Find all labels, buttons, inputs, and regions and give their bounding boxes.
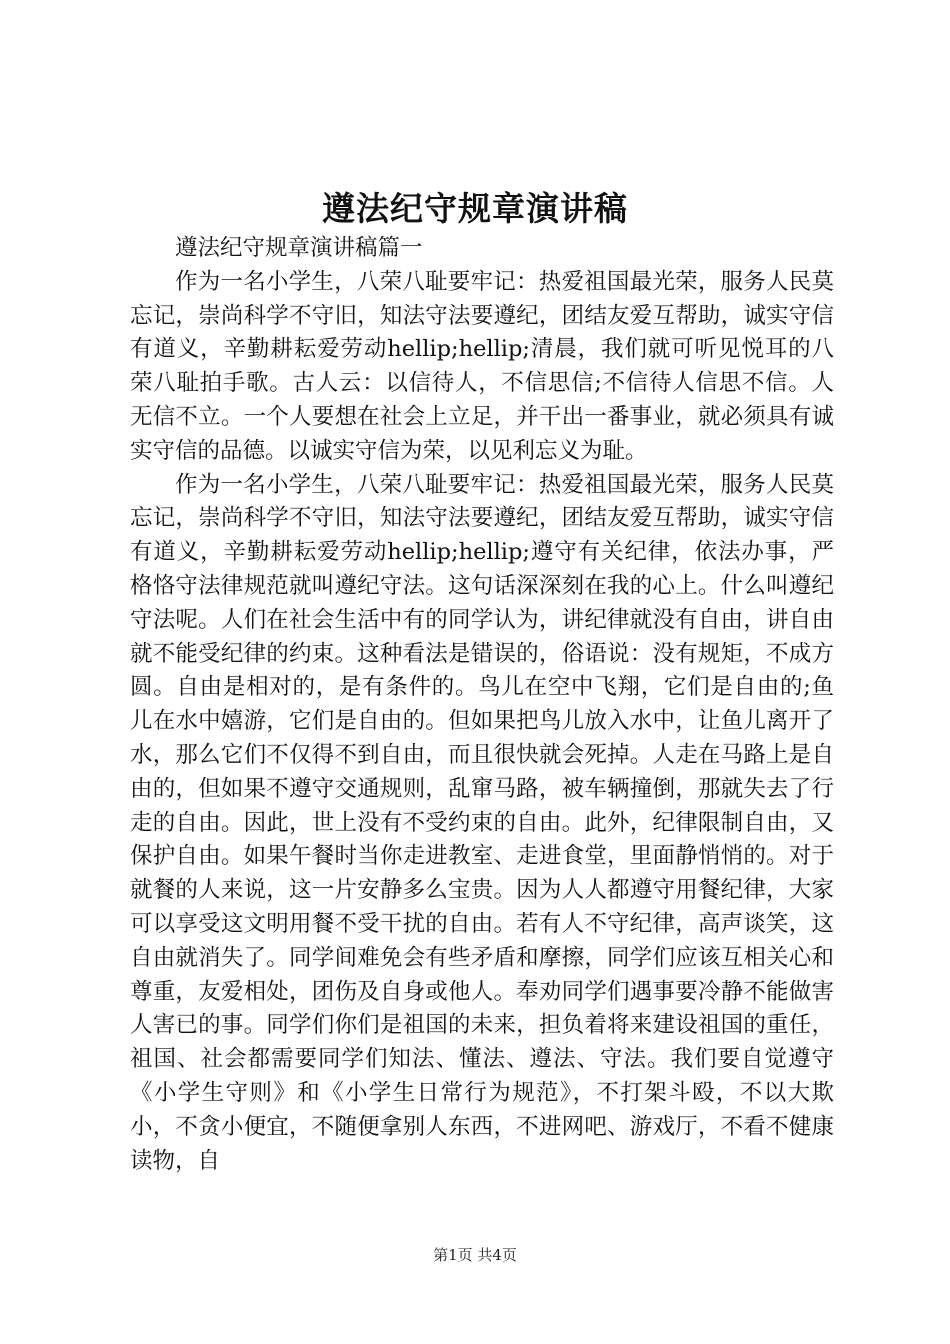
document-body (130, 232, 834, 1178)
document-title: 遵法纪守规章演讲稿 (322, 189, 628, 228)
page-number-footer: 第1页 共4页 (433, 1246, 517, 1264)
section-heading: 遵法纪守规章演讲稿篇一 (175, 235, 423, 261)
body-paragraph-2: 作为一名小学生，八荣八耻要牢记：热爱祖国最光荣，服务人民莫忘记，崇尚科学不守旧，知法守法要遵纪，团结友爱互帮助，诚实守信有道义，辛勤耕耘爱劳动hellip;hellip;遵守有关纪律，依法办事，严格恪守法律规范就叫遵纪守法。这句话深深刻在我的心上。什么叫遵纪守法呢。人们在社会生活中有的同学认为，讲纪律就没有自由，讲自由就不能受纪律的约束。这种看法是错误的，俗语说：没有规矩，不成方圆。自由是相对的，是有条件的。鸟儿在空中飞翔，它们是自由的;鱼儿在水中嬉游，它们是自由的。但如果把鸟儿放入水中，让鱼儿离开了水，那么它们不仅得不到自由，而且很快就会死掉。人走在马路上是自由的，但如果不遵守交通规则，乱窜马路，被车辆撞倒，那就失去了行走的自由。因此，世上没有不受约束的自由。此外，纪律限制自由，又保护自由。如果午餐时当你走进教室、走进食堂，里面静悄悄的。对于就餐的人来说，这一片安静多么宝贵。因为人人都遵守用餐纪律，大家可以享受这文明用餐不受干扰的自由。若有人不守纪律，高声谈笑，这自由就消失了。同学间难免会有些矛盾和摩擦，同学们应该互相关心和尊重，友爱相处，团伤及自身或他人。奉劝同学们遇事要冷静不能做害人害已的事。同学们你们是祖国的未来，担负着将来建设祖国的重任，祖国、社会都需要同学们知法、懂法、遵法、守法。我们要自觉遵守《小学生守则》和《小学生日常行为规范》，不打架斗殴，不以大欺小，不贪小便宜，不随便拿别人东西，不进网吧、游戏厅，不看不健康读物，自 (130, 471, 834, 1174)
body-paragraph-1: 作为一名小学生，八荣八耻要牢记：热爱祖国最光荣，服务人民莫忘记，崇尚科学不守旧，知法守法要遵纪，团结友爱互帮助，诚实守信有道义，辛勤耕耘爱劳动hellip;hellip;清晨，我们就可听见悦耳的八荣八耻拍手歌。古人云：以信待人，不信思信;不信待人信思不信。人无信不立。一个人要想在社会上立足，并干出一番事业，就必须具有诚实守信的品德。以诚实守信为荣，以见利忘义为耻。 (130, 268, 834, 464)
